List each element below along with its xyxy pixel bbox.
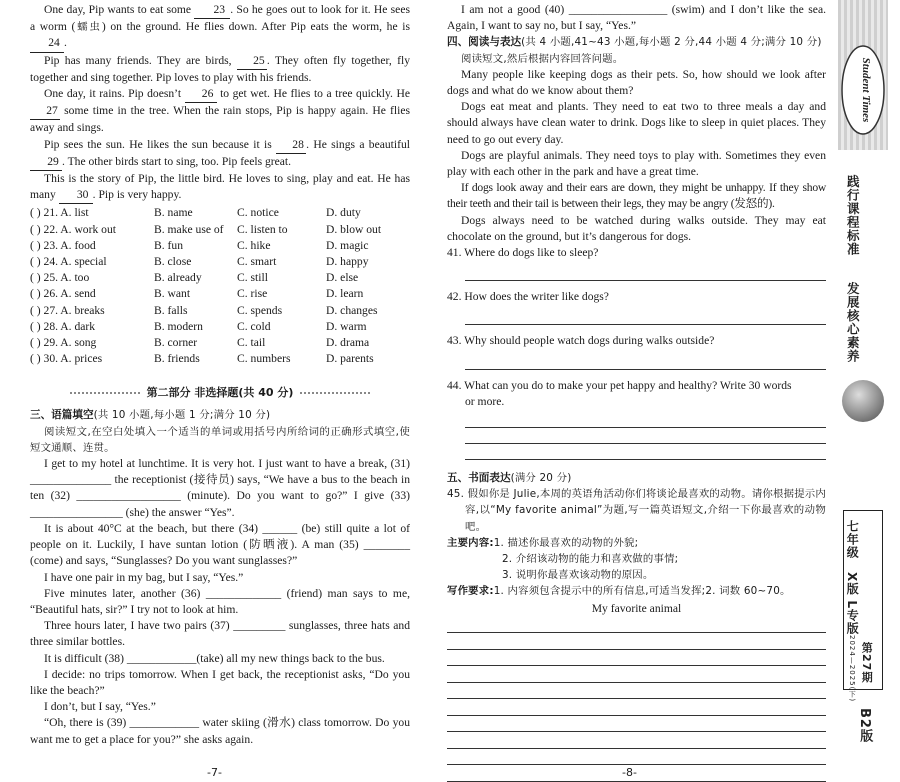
blank-26[interactable]: 26 (185, 86, 217, 103)
section3-instructions: 阅读短文,在空白处填入一个适当的单词或用括号内所给词的正确形式填空,使短文通顺、连贯。 (30, 425, 410, 454)
essay-line[interactable] (447, 683, 826, 700)
blank-24[interactable]: 24 (30, 35, 64, 52)
option-row (30, 335, 410, 351)
option-choice[interactable]: B. corner (154, 336, 198, 350)
option-question[interactable]: ( ) 23. A. food (30, 238, 96, 252)
slogan-1: 践行课程标准 (845, 175, 861, 256)
grade-label: 七年级 (845, 520, 860, 559)
passage-para-3: I have one pair in my bag, but I say, “Yes.” (44, 570, 244, 584)
option-row (30, 351, 410, 367)
page-number-left: -7- (207, 766, 222, 779)
left-column (30, 2, 410, 748)
option-choice[interactable]: B. already (154, 271, 202, 285)
passage-para-9: “Oh, there is (39) ____________ water skiing (滑水) class tomorrow. Do you want me to get a place for you?” she asks again. (30, 716, 410, 746)
option-choice[interactable]: C. smart (237, 255, 277, 269)
cloze-para-5: This is the story of Pip, the little bird. He loves to sing, play and eat. He has many 30 . Pip is very happy. (30, 171, 410, 204)
option-choice[interactable]: B. friends (154, 352, 200, 366)
part2-title: 第二部分 非选择题(共 40 分) (30, 385, 410, 401)
option-row (30, 319, 410, 335)
essay-line[interactable] (447, 699, 826, 716)
reading-para-1: Many people like keeping dogs as their pets. So, how should we look after dogs and what do we know about them? (447, 67, 826, 98)
question-44: 44. What can you do to make your pet happy and healthy? Write 30 words (447, 378, 792, 392)
option-question[interactable]: ( ) 25. A. too (30, 271, 90, 285)
option-choice[interactable]: D. changes (326, 303, 378, 317)
question-41: 41. Where do dogs like to sleep? (447, 246, 599, 260)
option-choice[interactable]: B. make use of (154, 222, 224, 236)
option-row (30, 286, 410, 302)
section4-instructions: 阅读短文,然后根据内容回答问题。 (461, 52, 624, 65)
year-label: 2024—2025(下) (848, 635, 857, 703)
option-row (30, 205, 410, 221)
reading-para-2: Dogs eat meat and plants. They need to eat two to three meals a day and should always have clean water to drink. Dogs like to sleep in quiet places. They need to go out every day. (447, 100, 826, 146)
options-table (30, 205, 410, 367)
option-question[interactable]: ( ) 21. A. list (30, 206, 89, 220)
question-44-cont: or more. (465, 394, 505, 408)
version-label: B2版 (857, 708, 873, 743)
option-choice[interactable]: C. tail (237, 336, 266, 350)
section3-heading: 三、语篇填空(共 10 小题,每小题 1 分;满分 10 分) (30, 409, 271, 422)
essay-line[interactable] (447, 732, 826, 749)
issue-label: 第27期 (860, 642, 874, 684)
answer-line-43[interactable] (465, 354, 826, 370)
passage-para-1: I get to my hotel at lunchtime. It is very hot. I just want to have a break, (31) ______________ the receptionist (接待员) says, “We have a bus to the beach in ten (32) __________________ (minute). Do you want to go?” I give (33) ________________ (she) the answer “Yes”. (30, 457, 410, 519)
cloze-para-3: One day, it rains. Pip doesn’t 26 to get wet. He flies to a tree quickly. He 27 some time in the tree. When the rain stops, Pip is happy again. He flies away and sings. (30, 87, 410, 135)
answer-line-44a[interactable] (465, 412, 826, 428)
passage-para-6: It is difficult (38) ____________(take) all my new things back to the bus. (44, 651, 385, 665)
option-row (30, 270, 410, 286)
option-choice[interactable]: D. drama (326, 336, 370, 350)
blank-29[interactable]: 29 (30, 154, 62, 171)
reading-para-3: Dogs are playful animals. They need toys to play with. Sometimes they even play with each other in the park and have a great time. (447, 148, 826, 179)
question-45: 45. 假如你是 Julie,本周的英语角活动你们将谈论最喜欢的动物。请你根据提示内容,以“My favorite animal”为题,写一篇英语短文,介绍一下你最喜欢的动物吧。 (447, 488, 826, 533)
blank-23[interactable]: 23 (194, 2, 230, 19)
passage-para-8: I don’t, but I say, “Yes.” (44, 700, 156, 714)
blank-30[interactable]: 30 (59, 187, 93, 204)
option-choice[interactable]: C. still (237, 271, 268, 285)
option-row (30, 222, 410, 238)
essay-line[interactable] (447, 749, 826, 766)
option-choice[interactable]: B. fun (154, 238, 183, 252)
answer-line-44b[interactable] (465, 428, 826, 444)
blank-25[interactable]: 25 (237, 53, 267, 70)
reading-para-5: Dogs always need to be watched during walks outside. They may eat chocolate on the ground, but it’s dangerous for dogs. (447, 213, 826, 243)
answer-line-41[interactable] (465, 265, 826, 281)
essay-title: My favorite animal (591, 601, 682, 615)
option-choice[interactable]: D. learn (326, 287, 364, 301)
option-choice[interactable]: C. cold (237, 319, 271, 333)
passage-para-7: I decide: no trips tomorrow. When I get back, the receptionist asks, “Do you like the beach?” (30, 667, 410, 697)
edition-label: X版 L专版 (845, 572, 860, 636)
option-choice[interactable]: C. rise (237, 287, 268, 301)
passage-para-4: Five minutes later, another (36) _____________ (friend) man says to me, “Beautiful hats, sir?” I try not to look at him. (30, 586, 410, 616)
sidebar-banner (838, 0, 888, 782)
question-43: 43. Why should people watch dogs during walks outside? (447, 334, 715, 348)
main-content: 主要内容:1. 描述你最喜欢的动物的外貌; 2. 介绍该动物的能力和喜欢做的事情; 3. 说明你最喜欢该动物的原因。 写作要求:1. 内容须包含提示中的所有信息,可适当发挥;2. 词数 60~70。 (447, 536, 791, 598)
blank-27[interactable]: 27 (30, 103, 60, 120)
blank-28[interactable]: 28 (276, 137, 306, 154)
passage-para-5: Three hours later, I have two pairs (37) _________ sunglasses, three hats and three similar bottles. (30, 619, 410, 649)
option-row (30, 238, 410, 254)
option-row (30, 254, 410, 270)
option-question[interactable]: ( ) 26. A. send (30, 287, 96, 301)
option-choice[interactable]: D. else (326, 271, 359, 285)
cloze-para-4: Pip sees the sun. He likes the sun because it is 28 . He sings a beautiful 29 . The other birds start to sing, too. Pip feels great. (30, 137, 410, 171)
reading-para-4: If dogs look away and their ears are down, they might be unhappy. If they show their teeth and their tail is between their legs, they may be angry (发怒的). (447, 181, 826, 211)
option-choice[interactable]: D. warm (326, 319, 367, 333)
cloze-para-1: One day, Pip wants to eat some 23 . So he goes out to look for it. He sees a worm (蠕虫) on the ground. He flies down. After Pip eats the worm, he is 24 . (30, 2, 410, 53)
option-choice[interactable]: B. close (154, 255, 192, 269)
essay-line[interactable] (447, 666, 826, 683)
answer-line-44c[interactable] (465, 444, 826, 460)
question-42: 42. How does the writer like dogs? (447, 290, 609, 304)
option-question[interactable]: ( ) 30. A. prices (30, 352, 103, 366)
cloze-para-2: Pip has many friends. They are birds, 25 . They often fly together, fly together and sing together. Pip loves to play with his friends. (30, 53, 410, 84)
option-choice[interactable]: D. duty (326, 206, 361, 220)
option-question[interactable]: ( ) 24. A. special (30, 255, 107, 269)
right-column (447, 2, 826, 782)
svg-text:Student Times: Student Times (860, 57, 872, 123)
option-choice[interactable]: D. magic (326, 238, 369, 252)
option-question[interactable]: ( ) 22. A. work out (30, 222, 116, 236)
option-choice[interactable]: C. listen to (237, 222, 288, 236)
option-choice[interactable]: C. numbers (237, 352, 291, 366)
page-number-right: -8- (622, 766, 637, 779)
section4-heading: 四、阅读与表达(共 4 小题,41~43 小题,每小题 2 分,44 小题 4 分;满分 10 分) (447, 36, 822, 49)
essay-line[interactable] (447, 650, 826, 667)
essay-line[interactable] (447, 716, 826, 733)
option-choice[interactable]: B. name (154, 206, 193, 220)
option-choice[interactable]: B. modern (154, 319, 203, 333)
cloze-passage (30, 2, 410, 204)
option-question[interactable]: ( ) 29. A. song (30, 336, 97, 350)
option-choice[interactable]: C. hike (237, 238, 271, 252)
option-choice[interactable]: D. parents (326, 352, 374, 366)
student-times-logo (840, 40, 886, 140)
ball-decoration (842, 380, 884, 422)
passage-para-2: It is about 40°C at the beach, but there (34) ______ (be) still quite a lot of people on it. Luckily, I have suntan lotion (防晒液). A man (35) ________ (come) and says, “Sunglasses? Do you want sunglasses?” (30, 521, 410, 568)
section5-heading: 五、书面表达(满分 20 分) (447, 472, 572, 485)
option-choice[interactable]: B. falls (154, 303, 188, 317)
essay-line[interactable] (447, 633, 826, 650)
option-choice[interactable]: C. notice (237, 206, 279, 220)
passage-para-10: I am not a good (40) _________________ (swim) and I don’t like the sea. Again, I want to say no, but I say, “Yes.” (447, 3, 826, 33)
option-question[interactable]: ( ) 27. A. breaks (30, 303, 105, 317)
essay-lines[interactable] (447, 617, 826, 782)
slogan-2: 发展核心素养 (845, 282, 861, 363)
option-question[interactable]: ( ) 28. A. dark (30, 319, 96, 333)
option-choice[interactable]: D. blow out (326, 222, 382, 236)
essay-line[interactable] (447, 617, 826, 634)
option-choice[interactable]: D. happy (326, 255, 369, 269)
option-choice[interactable]: C. spends (237, 303, 283, 317)
answer-line-42[interactable] (465, 309, 826, 325)
option-row (30, 303, 410, 319)
option-choice[interactable]: B. want (154, 287, 191, 301)
